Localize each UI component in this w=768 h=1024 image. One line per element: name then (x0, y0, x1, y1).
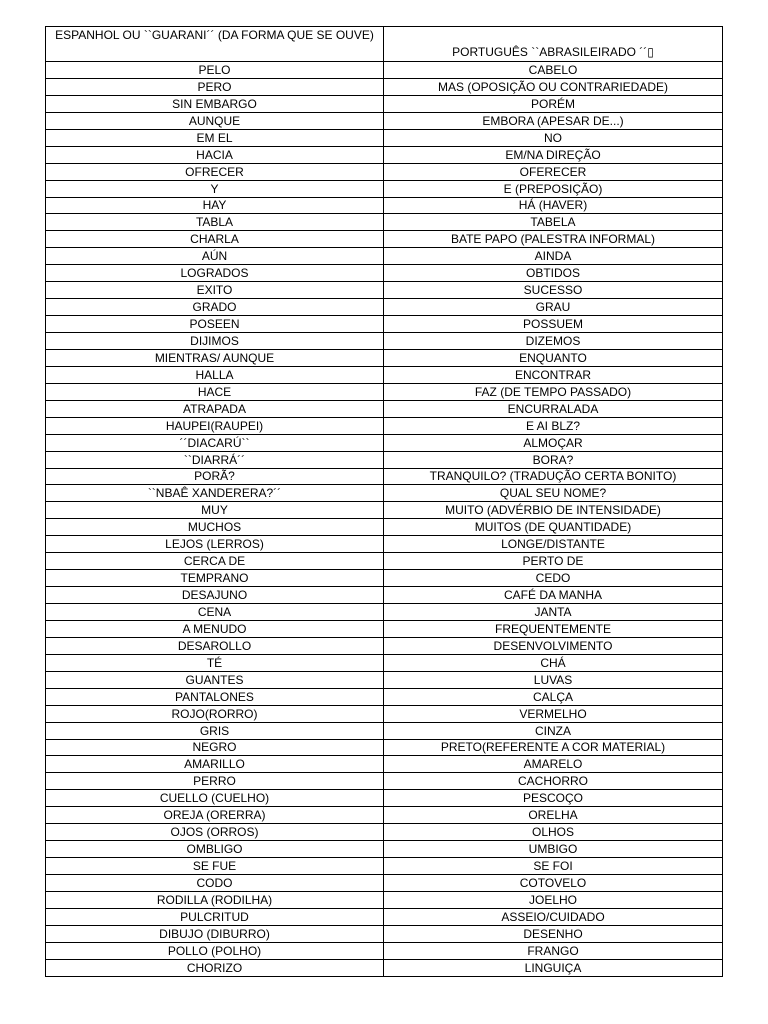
cell-spanish-guarani: HAY (46, 197, 384, 214)
cell-portuguese: NO (384, 129, 723, 146)
table-body (46, 62, 723, 977)
cell-spanish-guarani: HACIA (46, 146, 384, 163)
table-row (46, 383, 723, 400)
cell-spanish-guarani: PANTALONES (46, 688, 384, 705)
cell-portuguese: CABELO (384, 62, 723, 79)
table-row (46, 807, 723, 824)
cell-portuguese: HÁ (HAVER) (384, 197, 723, 214)
cell-portuguese: ALMOÇAR (384, 434, 723, 451)
cell-spanish-guarani: OJOS (ORROS) (46, 824, 384, 841)
cell-portuguese: PESCOÇO (384, 790, 723, 807)
cell-portuguese: LONGE/DISTANTE (384, 536, 723, 553)
table-row (46, 333, 723, 350)
cell-spanish-guarani: HAUPEI(RAUPEI) (46, 417, 384, 434)
table-row (46, 875, 723, 892)
cell-portuguese: VERMELHO (384, 705, 723, 722)
cell-portuguese: ASSEIO/CUIDADO (384, 908, 723, 925)
cell-portuguese: SUCESSO (384, 282, 723, 299)
cell-spanish-guarani: CUELLO (CUELHO) (46, 790, 384, 807)
cell-spanish-guarani: AMARILLO (46, 756, 384, 773)
cell-spanish-guarani: PERRO (46, 773, 384, 790)
cell-portuguese: OFERECER (384, 163, 723, 180)
vocabulary-table (45, 26, 723, 977)
table-row (46, 739, 723, 756)
table-row (46, 95, 723, 112)
table-row (46, 197, 723, 214)
cell-portuguese: BATE PAPO (PALESTRA INFORMAL) (384, 231, 723, 248)
cell-spanish-guarani: LEJOS (LERROS) (46, 536, 384, 553)
cell-spanish-guarani: SIN EMBARGO (46, 95, 384, 112)
table-row (46, 637, 723, 654)
table-row (46, 366, 723, 383)
cell-spanish-guarani: GRIS (46, 722, 384, 739)
table-row (46, 654, 723, 671)
table-header (46, 27, 723, 62)
cell-spanish-guarani: OMBLIGO (46, 841, 384, 858)
table-row (46, 282, 723, 299)
cell-portuguese: SE FOI (384, 858, 723, 875)
cell-spanish-guarani: DESAJUNO (46, 587, 384, 604)
cell-spanish-guarani: TEMPRANO (46, 570, 384, 587)
cell-spanish-guarani: ´´DIACARÚ`` (46, 434, 384, 451)
table-row (46, 316, 723, 333)
cell-portuguese: FAZ (DE TEMPO PASSADO) (384, 383, 723, 400)
header-row (46, 27, 723, 62)
cell-portuguese: PERTO DE (384, 553, 723, 570)
cell-portuguese: JOELHO (384, 891, 723, 908)
table-row (46, 146, 723, 163)
table-row (46, 536, 723, 553)
table-row (46, 265, 723, 282)
table-row (46, 78, 723, 95)
cell-portuguese: LINGUIÇA (384, 959, 723, 976)
cell-portuguese: AMARELO (384, 756, 723, 773)
cell-portuguese: UMBIGO (384, 841, 723, 858)
cell-portuguese: BORA? (384, 451, 723, 468)
cell-spanish-guarani: SE FUE (46, 858, 384, 875)
table-row (46, 163, 723, 180)
table-row (46, 688, 723, 705)
table-row (46, 112, 723, 129)
cell-portuguese: EM/NA DIREÇÃO (384, 146, 723, 163)
table-row (46, 756, 723, 773)
table-row (46, 722, 723, 739)
cell-spanish-guarani: PORÃ? (46, 468, 384, 485)
cell-spanish-guarani: TÉ (46, 654, 384, 671)
cell-spanish-guarani: MUY (46, 502, 384, 519)
cell-portuguese: CAFÉ DA MANHA (384, 587, 723, 604)
cell-portuguese: POSSUEM (384, 316, 723, 333)
cell-portuguese: OLHOS (384, 824, 723, 841)
table-row (46, 502, 723, 519)
cell-portuguese: CEDO (384, 570, 723, 587)
table-row (46, 519, 723, 536)
cell-spanish-guarani: CODO (46, 875, 384, 892)
cell-spanish-guarani: HALLA (46, 366, 384, 383)
cell-portuguese: QUAL SEU NOME? (384, 485, 723, 502)
table-row (46, 570, 723, 587)
cell-spanish-guarani: ROJO(RORRO) (46, 705, 384, 722)
cell-portuguese: DESENHO (384, 925, 723, 942)
cell-portuguese: LUVAS (384, 671, 723, 688)
table-row (46, 891, 723, 908)
cell-spanish-guarani: PULCRITUD (46, 908, 384, 925)
cell-spanish-guarani: POLLO (POLHO) (46, 942, 384, 959)
cell-portuguese: PRETO(REFERENTE A COR MATERIAL) (384, 739, 723, 756)
table-row (46, 349, 723, 366)
table-row (46, 248, 723, 265)
table-row (46, 400, 723, 417)
table-row (46, 485, 723, 502)
cell-portuguese: CACHORRO (384, 773, 723, 790)
table-row (46, 587, 723, 604)
cell-portuguese: CHÁ (384, 654, 723, 671)
table-row (46, 180, 723, 197)
cell-spanish-guarani: CERCA DE (46, 553, 384, 570)
table-row (46, 620, 723, 637)
cell-spanish-guarani: A MENUDO (46, 620, 384, 637)
cell-spanish-guarani: OREJA (ORERRA) (46, 807, 384, 824)
table-row (46, 942, 723, 959)
cell-portuguese: CALÇA (384, 688, 723, 705)
table-row (46, 553, 723, 570)
cell-spanish-guarani: EXITO (46, 282, 384, 299)
cell-portuguese: ENCONTRAR (384, 366, 723, 383)
cell-spanish-guarani: MUCHOS (46, 519, 384, 536)
cell-portuguese: JANTA (384, 604, 723, 621)
cell-spanish-guarani: DIJIMOS (46, 333, 384, 350)
cell-spanish-guarani: ``DIARRÁ´´ (46, 451, 384, 468)
cell-portuguese: MUITOS (DE QUANTIDADE) (384, 519, 723, 536)
table-row (46, 841, 723, 858)
cell-spanish-guarani: DESAROLLO (46, 637, 384, 654)
cell-portuguese: ENQUANTO (384, 349, 723, 366)
table-row (46, 790, 723, 807)
cell-portuguese: DIZEMOS (384, 333, 723, 350)
table-row (46, 858, 723, 875)
cell-spanish-guarani: AÚN (46, 248, 384, 265)
cell-spanish-guarani: CENA (46, 604, 384, 621)
cell-spanish-guarani: Y (46, 180, 384, 197)
table-row (46, 824, 723, 841)
cell-portuguese: CINZA (384, 722, 723, 739)
cell-portuguese: TABELA (384, 214, 723, 231)
cell-spanish-guarani: EM EL (46, 129, 384, 146)
cell-spanish-guarani: DIBUJO (DIBURRO) (46, 925, 384, 942)
cell-portuguese: ENCURRALADA (384, 400, 723, 417)
table-row (46, 434, 723, 451)
table-row (46, 468, 723, 485)
table-row (46, 129, 723, 146)
cell-spanish-guarani: ATRAPADA (46, 400, 384, 417)
table-row (46, 299, 723, 316)
cell-spanish-guarani: POSEEN (46, 316, 384, 333)
cell-spanish-guarani: CHORIZO (46, 959, 384, 976)
table-row (46, 214, 723, 231)
table-row (46, 231, 723, 248)
table-row (46, 959, 723, 976)
table-row (46, 705, 723, 722)
cell-portuguese: MUITO (ADVÉRBIO DE INTENSIDADE) (384, 502, 723, 519)
cell-spanish-guarani: RODILLA (RODILHA) (46, 891, 384, 908)
cell-spanish-guarani: HACE (46, 383, 384, 400)
cell-portuguese: AINDA (384, 248, 723, 265)
cell-portuguese: PORÉM (384, 95, 723, 112)
cell-spanish-guarani: PELO (46, 62, 384, 79)
cell-spanish-guarani: LOGRADOS (46, 265, 384, 282)
cell-spanish-guarani: CHARLA (46, 231, 384, 248)
table-row (46, 773, 723, 790)
cell-portuguese: OBTIDOS (384, 265, 723, 282)
cell-portuguese: TRANQUILO? (TRADUÇÃO CERTA BONITO) (384, 468, 723, 485)
cell-portuguese: MAS (OPOSIÇÃO OU CONTRARIEDADE) (384, 78, 723, 95)
cell-spanish-guarani: GUANTES (46, 671, 384, 688)
cell-portuguese: GRAU (384, 299, 723, 316)
cell-spanish-guarani: TABLA (46, 214, 384, 231)
table-row (46, 925, 723, 942)
cell-portuguese: ORELHA (384, 807, 723, 824)
cell-spanish-guarani: MIENTRAS/ AUNQUE (46, 349, 384, 366)
cell-portuguese: E (PREPOSIÇÃO) (384, 180, 723, 197)
table-row (46, 604, 723, 621)
table-row (46, 62, 723, 79)
cell-portuguese: FRANGO (384, 942, 723, 959)
cell-portuguese: EMBORA (APESAR DE...) (384, 112, 723, 129)
cell-portuguese: FREQUENTEMENTE (384, 620, 723, 637)
cell-portuguese: DESENVOLVIMENTO (384, 637, 723, 654)
cell-spanish-guarani: OFRECER (46, 163, 384, 180)
table-row (46, 908, 723, 925)
header-portuguese: PORTUGUÊS ``ABRASILEIRADO ´´▯ (384, 27, 723, 62)
cell-spanish-guarani: AUNQUE (46, 112, 384, 129)
table-row (46, 451, 723, 468)
header-spanish-guarani: ESPANHOL OU ``GUARANI´´ (DA FORMA QUE SE OUVE) (46, 27, 384, 62)
cell-spanish-guarani: NEGRO (46, 739, 384, 756)
cell-spanish-guarani: GRADO (46, 299, 384, 316)
table-row (46, 671, 723, 688)
cell-portuguese: COTOVELO (384, 875, 723, 892)
cell-spanish-guarani: PERO (46, 78, 384, 95)
cell-spanish-guarani: ``NBAÊ XANDERERA?´´ (46, 485, 384, 502)
cell-portuguese: E AI BLZ? (384, 417, 723, 434)
table-row (46, 417, 723, 434)
